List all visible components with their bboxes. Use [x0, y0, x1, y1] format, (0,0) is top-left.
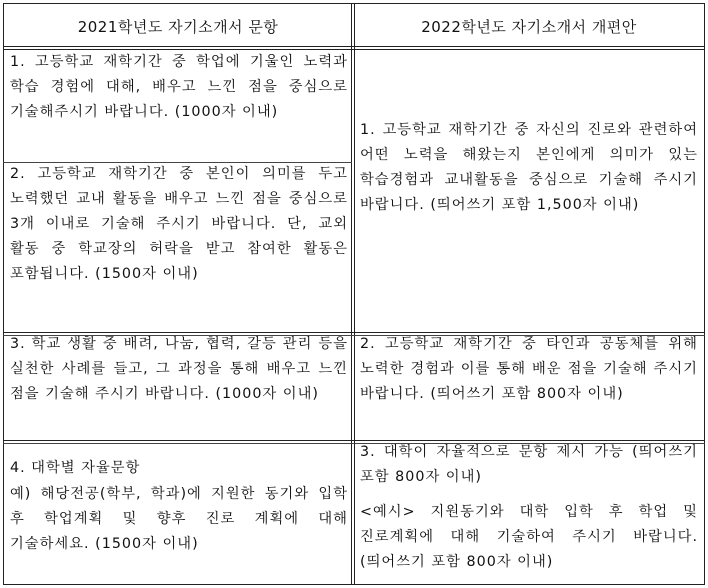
table-border-right [704, 3, 705, 585]
table-border-left [3, 3, 4, 585]
question-2022-1: 1. 고등학교 재학기간 중 자신의 진로와 관련하여 어떤 노력을 해왔는지 본인에게 의미가 있는 학습경험과 교내활동을 중심으로 기술해 주시기 바랍니다. (띄어쓰기 포함 1,500자 이내) [360, 122, 698, 213]
question-2021-1: 1. 고등학교 재학기간 중 학업에 기울인 노력과 학습 경험에 대해, 배우고 느낀 점을 중심으로 기술해주시기 바랍니다. (1000자 이내) [10, 54, 348, 120]
column-divider-a [351, 3, 352, 585]
question-2022-2: 2. 고등학교 재학기간 중 타인과 공동체를 위해 노력한 경험과 이를 통해 배운 점을 기술해 주시기 바랍니다. (띄어쓰기 포함 800자 이내) [360, 336, 698, 402]
question-2021-4-title: 4. 대학별 자율문항 [10, 460, 141, 476]
question-2021-2: 2. 고등학교 재학기간 중 본인이 의미를 두고 노력했던 교내 활동을 배우고 느낀 점을 중심으로 3개 이내로 기술해 주시기 바랍니다. 단, 교외 활동 중 학교장의 허락을 받고 참여한 활동은 포함됩니다. (1500자 이내) [10, 166, 348, 282]
question-2022-3-example: <예시> 지원동기와 대학 입학 후 학업 및 진로계획에 대해 기술하여 주시기 바랍니다. (띄어쓰기 포함 800자 이내) [360, 504, 698, 570]
header-2022: 2022학년도 자기소개서 개편안 [421, 17, 637, 36]
row-divider-3 [3, 440, 705, 441]
question-2022-3: 3. 대학이 자율적으로 문항 제시 가능 (띄어쓰기 포함 800자 이내) [360, 444, 698, 485]
header-2021: 2021학년도 자기소개서 문항 [77, 17, 279, 36]
question-2021-3: 3. 학교 생활 중 배려, 나눔, 협력, 갈등 관리 등을 실천한 사례를 들고, 그 과정을 통해 배우고 느낀 점을 기술해 주시기 바랍니다. (1000자 이내) [10, 336, 348, 402]
row-divider-left-1 [3, 162, 352, 163]
row-divider-2b [3, 335, 705, 336]
column-divider-b [354, 3, 355, 585]
row-divider-2 [3, 332, 705, 333]
question-2021-4-example: 예) 해당전공(학부, 학과)에 지원한 동기와 입학 후 학업계획 및 향후 진로 계획에 대해 기술하세요. (1500자 이내) [10, 486, 348, 552]
row-divider-3b [3, 443, 705, 444]
